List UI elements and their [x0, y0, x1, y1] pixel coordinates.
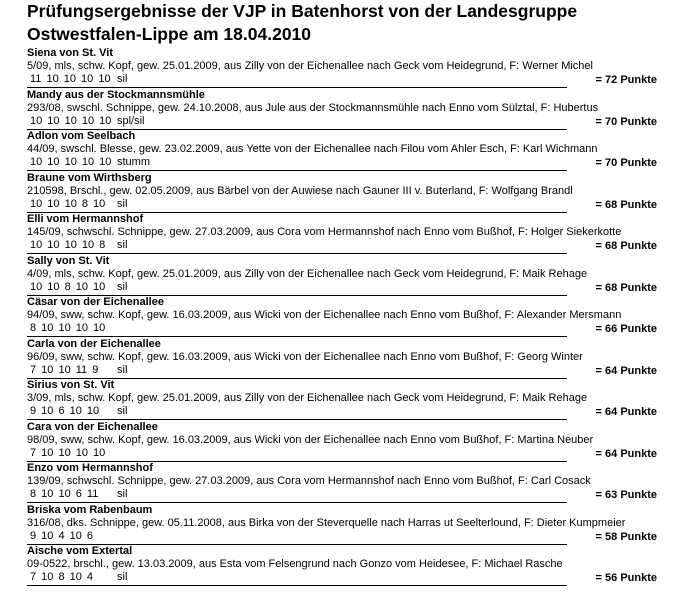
subject-scores: 11 10 10 10 10: [30, 73, 111, 85]
total-points: = 68 Punkte: [595, 240, 657, 252]
dog-details: 145/09, schwschl. Schnippe, gew. 27.03.2009, aus Cora vom Hermannshof nach Enno vom Bußhof, F: Holger Siekerkotte: [27, 226, 622, 238]
remark: sil: [117, 280, 128, 293]
results-list: [27, 47, 667, 587]
remark: sil: [117, 363, 128, 376]
total-points: = 64 Punkte: [595, 447, 657, 460]
result-entry: [27, 421, 667, 463]
dog-name: Siena von St. Vit: [27, 47, 113, 59]
result-entry: [27, 213, 667, 255]
dog-details: 94/09, sww, schw. Kopf, gew. 16.03.2009, aus Wicki von der Eichenallee nach Enno vom Bußhof, F: Alexander Mersmann: [27, 309, 622, 321]
remark: stumm: [117, 156, 150, 168]
score-line: [27, 447, 667, 462]
score-line: [27, 156, 667, 171]
dog-name: Elli vom Hermannshof: [27, 213, 144, 225]
total-points: = 66 Punkte: [595, 323, 657, 335]
subject-scores: 7 10 8 10 4: [30, 571, 94, 583]
subject-scores: 8 10 10 6 11: [30, 488, 99, 500]
result-entry: [27, 338, 667, 380]
dog-name: Carla von der Eichenallee: [27, 337, 161, 350]
remark: sil: [117, 197, 128, 210]
remark: sil: [117, 571, 128, 583]
subject-scores: 8 10 10 10 10: [30, 322, 106, 334]
result-entry: [27, 172, 667, 214]
total-points: = 70 Punkte: [595, 115, 657, 128]
total-points: = 68 Punkte: [595, 198, 657, 211]
total-points: = 72 Punkte: [595, 74, 657, 86]
result-entry: [27, 255, 667, 297]
dog-name: Mandy aus der Stockmannsmühle: [27, 88, 205, 101]
remark: sil: [117, 488, 128, 500]
dog-details: 210598, Brschl., gew. 02.05.2009, aus Bärbel von der Auwiese nach Gauner III v. Buterland, F: Wolfgang Brandl: [27, 184, 573, 197]
dog-name: Briska vom Rabenbaum: [27, 503, 153, 516]
subject-scores: 9 10 4 10 6: [30, 529, 94, 542]
total-points: = 70 Punkte: [595, 157, 657, 169]
result-entry: [27, 545, 667, 587]
dog-name: Sally von St. Vit: [27, 254, 110, 267]
divider: [27, 585, 567, 586]
dog-name: Sirius von St. Vit: [27, 379, 115, 391]
result-entry: [27, 47, 667, 89]
subject-scores: 10 10 10 10 8: [30, 239, 106, 251]
total-points: = 64 Punkte: [595, 406, 657, 418]
remark: sil: [117, 73, 128, 85]
score-line: [27, 571, 667, 586]
dog-details: 3/09, mls, schw. Kopf, gew. 25.01.2009, aus Zilly von der Eichenallee nach Geck vom Heidegrund, F: Maik Rehage: [27, 392, 588, 404]
total-points: = 58 Punkte: [595, 530, 657, 543]
dog-name: Adlon vom Seelbach: [27, 130, 136, 142]
dog-details: 96/09, sww, schw. Kopf, gew. 16.03.2009, aus Wicki von der Eichenallee nach Enno vom Bußhof, F: Georg Winter: [27, 350, 583, 363]
subject-scores: 10 10 10 10 10: [30, 156, 112, 168]
page-title: Prüfungsergebnisse der VJP in Batenhorst von der Landesgruppe Ostwestfalen-Lippe am 18.04.2010: [27, 1, 578, 44]
score-line: [27, 239, 667, 254]
total-points: = 64 Punkte: [595, 364, 657, 377]
dog-details: 98/09, sww, schw. Kopf, gew. 16.03.2009, aus Wicki von der Eichenallee nach Enno vom Bußhof, F: Martina Neuber: [27, 433, 594, 446]
dog-details: 5/09, mls, schw. Kopf, gew. 25.01.2009, aus Zilly von der Eichenallee nach Geck vom Heidegrund, F: Werner Michel: [27, 60, 593, 72]
dog-name: Aische vom Extertal: [27, 545, 133, 557]
score-line: [27, 364, 667, 379]
remark: sil: [117, 239, 128, 251]
subject-scores: 10 10 8 10 10: [30, 280, 106, 293]
subject-scores: 7 10 10 11 9: [30, 363, 99, 376]
score-line: [27, 198, 667, 213]
total-points: = 63 Punkte: [595, 489, 657, 501]
dog-details: 293/08, swschl. Schnippe, gew. 24.10.2008, aus Jule aus der Stockmannsmühle nach Enno vom Sülztal, F: Hubertus: [27, 101, 599, 114]
remark: spl/sil: [117, 114, 145, 127]
total-points: = 68 Punkte: [595, 281, 657, 294]
result-entry: [27, 462, 667, 504]
subject-scores: 9 10 6 10 10: [30, 405, 100, 417]
score-line: [27, 405, 667, 420]
remark: sil: [117, 405, 128, 417]
dog-details: 44/09, swschl. Blesse, gew. 23.02.2009, aus Yette von der Eichenallee nach Filou vom Ahler Esch, F: Karl Wichmann: [27, 143, 598, 155]
score-line: [27, 488, 667, 503]
subject-scores: 10 10 10 10 10: [30, 114, 112, 127]
dog-name: Cara von der Eichenallee: [27, 420, 158, 433]
dog-name: Cäsar von der Eichenallee: [27, 296, 164, 308]
score-line: [27, 530, 667, 545]
result-entry: [27, 296, 667, 338]
dog-details: 09-0522, brschl., gew. 13.03.2009, aus Esta vom Felsengrund nach Gonzo vom Heidesee, F: Michael Rasche: [27, 558, 563, 570]
result-entry: [27, 130, 667, 172]
dog-name: Braune vom Wirthsberg: [27, 171, 152, 184]
result-entry: [27, 504, 667, 546]
dog-details: 316/08, dks. Schnippe, gew. 05.11.2008, aus Birka von der Steverquelle nach Harras ut Seelterlound, F: Dieter Kumpmeier: [27, 516, 626, 529]
score-line: [27, 281, 667, 296]
dog-details: 4/09, mls, schw. Kopf, gew. 25.01.2009, aus Zilly von der Eichenallee nach Geck vom Heidegrund, F: Maik Rehage: [27, 267, 588, 280]
score-line: [27, 73, 667, 88]
score-line: [27, 322, 667, 337]
total-points: = 56 Punkte: [595, 572, 657, 584]
dog-details: 139/09, schwschl. Schnippe, gew. 27.03.2009, aus Cora vom Hermannshof nach Enno vom Bußhof, F: Carl Cosack: [27, 475, 591, 487]
score-line: [27, 115, 667, 130]
subject-scores: 10 10 10 8 10: [30, 197, 106, 210]
result-entry: [27, 89, 667, 131]
result-entry: [27, 379, 667, 421]
dog-name: Enzo vom Hermannshof: [27, 462, 153, 474]
subject-scores: 7 10 10 10 10: [30, 446, 106, 459]
